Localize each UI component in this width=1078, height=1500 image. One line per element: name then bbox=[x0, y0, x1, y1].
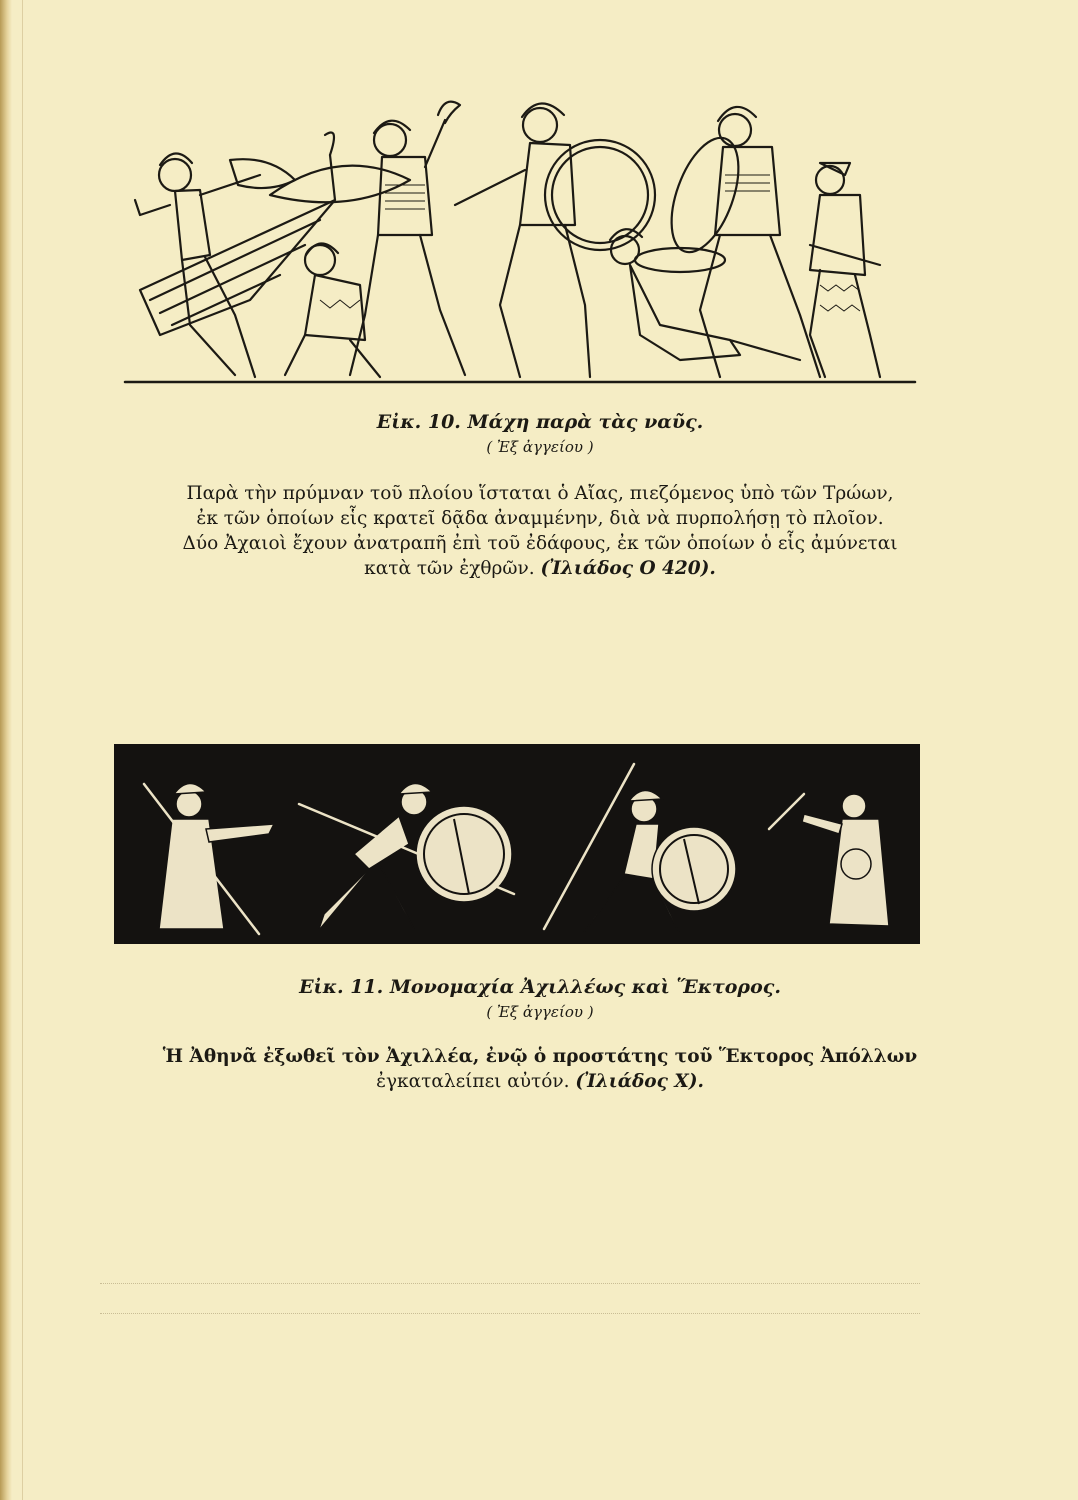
faint-rule bbox=[100, 1313, 920, 1314]
description-line: Δύο Ἀχαιοὶ ἔχουν ἀνατραπῆ ἐπὶ τοῦ ἐδάφους, ἐκ τῶν ὁποίων ὁ εἷς ἀμύνεται bbox=[182, 533, 898, 554]
description-line bbox=[100, 556, 980, 581]
description-line-text: ἐγκαταλείπει αὐτόν. bbox=[376, 1071, 570, 1092]
description-line: Παρὰ τὴν πρύμναν τοῦ πλοίου ἵσταται ὁ Αἴας, πιεζόμενος ὑπὸ τῶν Τρώων, bbox=[186, 483, 894, 504]
figure-10-caption: Εἰκ. 10. Μάχη παρὰ τὰς ναῦς. bbox=[376, 411, 704, 433]
description-line bbox=[100, 1069, 980, 1094]
figure-10-description bbox=[100, 481, 980, 581]
achilles-hector-duel-illustration bbox=[114, 744, 920, 944]
description-line-text: κατὰ τῶν ἐχθρῶν. bbox=[364, 558, 535, 579]
figure-11-source: ( Ἐξ ἀγγείου ) bbox=[486, 1003, 594, 1021]
description-line: ἐκ τῶν ὁποίων εἷς κρατεῖ δᾷδα ἀναμμένην, διὰ νὰ πυρπολήσῃ τὸ πλοῖον. bbox=[196, 508, 884, 529]
battle-at-ships-illustration bbox=[120, 85, 920, 390]
iliad-reference: (Ἰλιάδος Ο 420). bbox=[540, 558, 716, 579]
figure-11-caption: Εἰκ. 11. Μονομαχία Ἀχιλλέως καὶ Ἕκτορος. bbox=[299, 976, 781, 998]
description-line: Ἡ Ἀθηνᾶ ἐξωθεῖ τὸν Ἀχιλλέα, ἐνῷ ὁ προστάτης τοῦ Ἕκτορος Ἀπόλλων bbox=[162, 1046, 918, 1067]
figure-10-source: ( Ἐξ ἀγγείου ) bbox=[486, 438, 594, 456]
page-fold bbox=[22, 0, 23, 1500]
figure-11-description bbox=[100, 1044, 980, 1094]
faint-rule bbox=[100, 1283, 920, 1284]
iliad-reference: (Ἰλιάδος Χ). bbox=[575, 1071, 704, 1092]
page-edge bbox=[0, 0, 12, 1500]
